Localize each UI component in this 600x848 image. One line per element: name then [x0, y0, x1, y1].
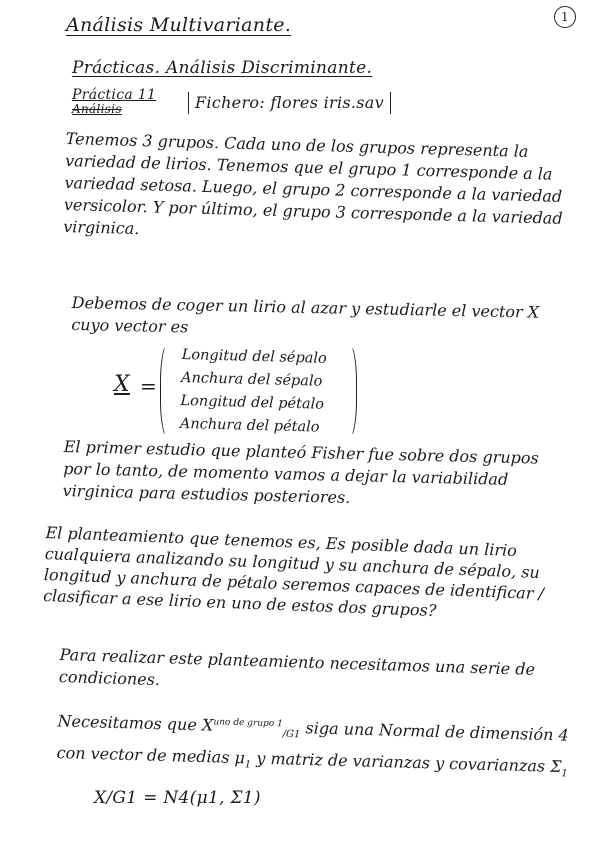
- normal-text-b: siga una Normal de dimensión 4 con vector de medias μ: [56, 718, 569, 767]
- vector-component: Anchura del pétalo: [179, 415, 320, 436]
- vector-component: Anchura del sépalo: [180, 369, 323, 390]
- left-paren: [160, 344, 179, 438]
- vector-component: Longitud del sépalo: [181, 346, 327, 367]
- paragraph-conditions: Para realizar este planteamiento necesitamos una serie de condiciones.: [58, 644, 536, 690]
- section-subtitle: Prácticas. Análisis Discriminante.: [72, 58, 373, 78]
- page-number-badge: 1: [554, 6, 576, 28]
- paragraph-vector-intro: Debemos de coger un lirio al azar y estudiarle el vector X cuyo vector es: [71, 292, 540, 337]
- normal-sup: uno de grupo 1: [213, 717, 283, 730]
- paragraph-normal: [56, 706, 578, 786]
- distribution-formula: X/G1 = N4(μ1, Σ1): [94, 788, 261, 808]
- sigma-sub: 1: [561, 767, 568, 779]
- right-paren: [338, 344, 357, 438]
- paragraph-fisher: El primer estudio que planteó Fisher fue sobre dos grupos por lo tanto, de momento vamos a dejar la variabilidad virginica para estudios posteriores.: [62, 436, 539, 508]
- normal-text-a: Necesitamos que X: [57, 711, 214, 735]
- vector-component: Longitud del pétalo: [180, 392, 325, 413]
- page-title: Análisis Multivariante.: [66, 14, 292, 36]
- practice-number: Práctica 11: [72, 87, 157, 103]
- paragraph-groups: Tenemos 3 grupos. Cada uno de los grupos representa la variedad de lirios. Tenemos que el grupo 1 corresponde a la variedad setosa. Luego, el grupo 2 corresponde a la variedad versicolor. Y por último, el grupo 3 corresponde a la variedad virginica.: [62, 128, 563, 239]
- vector-symbol: X: [114, 372, 130, 397]
- normal-sub: /G1: [282, 728, 301, 741]
- file-name-box: Fichero: flores iris.sav: [188, 92, 391, 114]
- vector-components: [180, 344, 327, 440]
- paragraph-approach: El planteamiento que tenemos es, Es posible dada un lirio cualquiera analizando su longitud y su anchura de sépalo, su longitud y anchura de pétalo seremos capaces de identificar / clasificar a ese lirio en uno de estos dos grupos?: [42, 522, 545, 621]
- normal-text-c: y matriz de varianzas y covarianzas Σ: [251, 747, 562, 776]
- struck-word: Análisis: [72, 102, 122, 116]
- mu-sub: 1: [244, 758, 252, 771]
- vector-equals: =: [140, 374, 158, 398]
- practice-label: [72, 88, 156, 116]
